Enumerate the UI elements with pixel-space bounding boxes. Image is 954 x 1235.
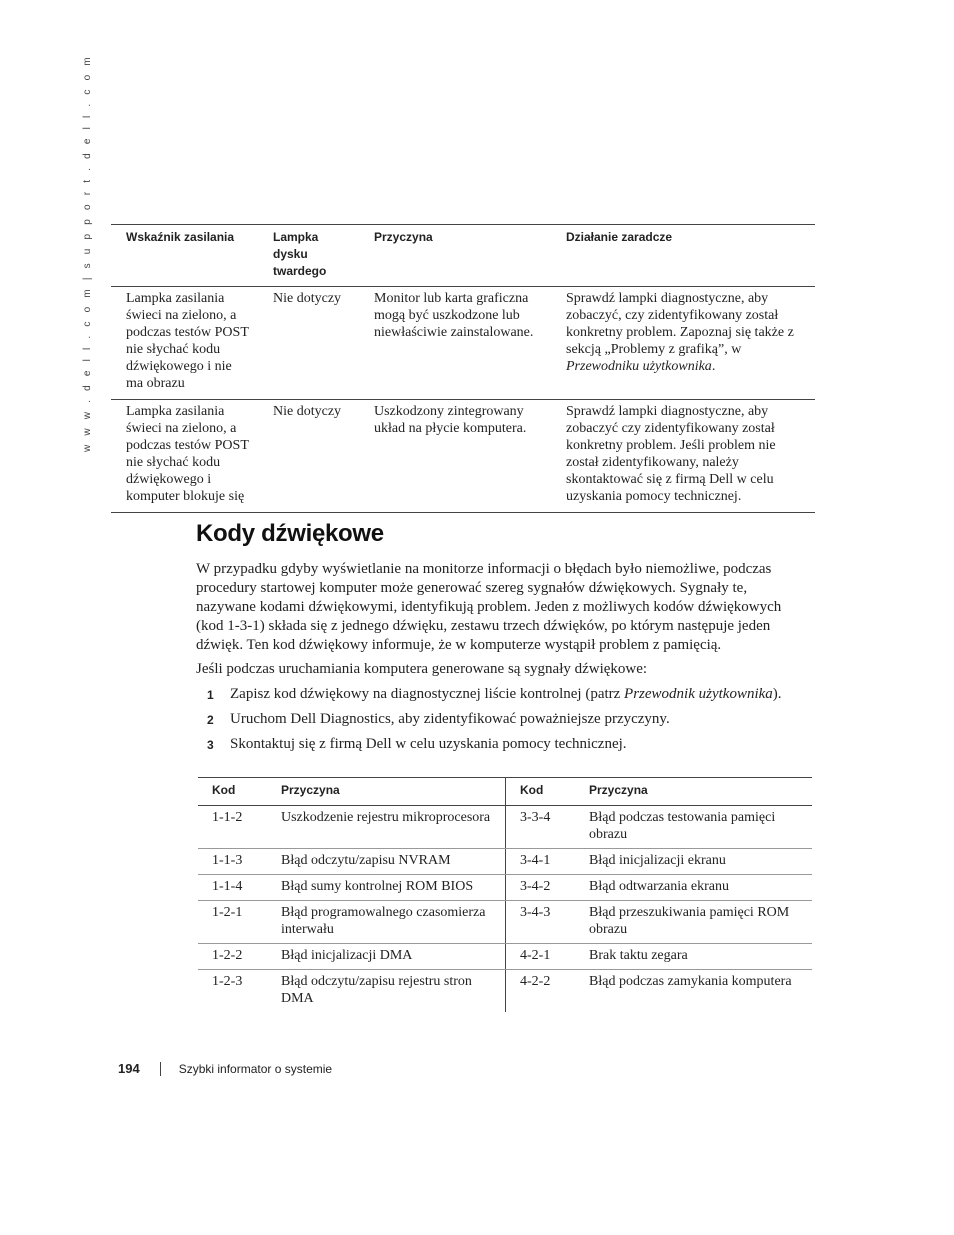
section-title: Kody dźwiękowe — [196, 520, 384, 547]
cell-power: Lampka zasilania świeci na zielono, a podczas testów POST nie słychać kodu dźwiękowego i komputer blokuje się — [111, 400, 258, 513]
cell-code: 1-1-3 — [198, 849, 267, 875]
col-header-power: Wskaźnik zasilania — [111, 225, 258, 287]
beep-codes-body — [198, 806, 812, 1013]
cell-cause: Błąd inicjalizacji DMA — [267, 944, 506, 970]
cell-action: Sprawdź lampki diagnostyczne, aby zobaczyć czy zidentyfikowany został konkretny problem. Jeśli problem nie został zidentyfikowany, należy skontaktować się z firmą Dell w celu uzyskania pomocy technicznej. — [551, 400, 815, 513]
table-row — [198, 901, 812, 944]
col-header-cause: Przyczyna — [267, 778, 506, 806]
col-header-action: Działanie zaradcze — [551, 225, 815, 287]
cell-cause: Błąd podczas testowania pamięci obrazu — [575, 806, 812, 849]
cell-code: 1-2-1 — [198, 901, 267, 944]
cell-action — [551, 287, 815, 400]
table-row — [198, 944, 812, 970]
cell-cause: Błąd programowalnego czasomierza interwału — [267, 901, 506, 944]
table-row — [111, 287, 815, 400]
cell-disk: Nie dotyczy — [258, 400, 359, 513]
cell-cause: Błąd odczytu/zapisu NVRAM — [267, 849, 506, 875]
cell-cause: Błąd przeszukiwania pamięci ROM obrazu — [575, 901, 812, 944]
step-item — [196, 710, 816, 729]
page-number: 194 — [118, 1061, 140, 1076]
table-row — [111, 400, 815, 513]
footer-title: Szybki informator o systemie — [178, 1062, 333, 1076]
step-number: 2 — [207, 713, 214, 727]
col-header-cause: Przyczyna — [575, 778, 812, 806]
cell-code: 4-2-1 — [506, 944, 576, 970]
table-row — [198, 849, 812, 875]
cell-cause: Błąd odtwarzania ekranu — [575, 875, 812, 901]
cell-code: 1-1-4 — [198, 875, 267, 901]
footer-divider — [160, 1062, 161, 1076]
col-header-code: Kod — [198, 778, 267, 806]
table-header-row — [111, 225, 815, 287]
cell-cause: Uszkodzony zintegrowany układ na płycie komputera. — [359, 400, 551, 513]
cell-power: Lampka zasilania świeci na zielono, a podczas testów POST nie słychać kodu dźwiękowego i nie ma obrazu — [111, 287, 258, 400]
cell-cause: Błąd odczytu/zapisu rejestru stron DMA — [267, 970, 506, 1013]
side-url: w w w . d e l l . c o m | s u p p o r t . d e l l . c o m — [82, 54, 93, 452]
cell-code: 3-3-4 — [506, 806, 576, 849]
cell-code: 3-4-2 — [506, 875, 576, 901]
cell-cause: Monitor lub karta graficzna mogą być uszkodzone lub niewłaściwie zainstalowane. — [359, 287, 551, 400]
table-header-row — [198, 778, 812, 806]
cell-code: 1-2-3 — [212, 974, 243, 989]
step-text: Uruchom Dell Diagnostics, aby zidentyfikować poważniejsze przyczyny. — [230, 711, 670, 727]
manual-reference: Przewodnik użytkownika — [624, 686, 773, 702]
page-footer — [118, 1061, 332, 1081]
action-text-end: . — [711, 359, 716, 374]
step-text-end: ). — [772, 686, 782, 702]
step-item — [196, 735, 816, 754]
lead-paragraph: Jeśli podczas uruchamiania komputera generowane są sygnały dźwiękowe: — [196, 661, 648, 677]
col-header-code: Kod — [506, 778, 576, 806]
cell-code: 1-2-2 — [198, 944, 267, 970]
cell-code: 1-1-2 — [198, 806, 267, 849]
cell-cause: Brak taktu zegara — [575, 944, 812, 970]
table-row — [198, 806, 812, 849]
cell-code: 3-4-3 — [506, 901, 576, 944]
col-header-cause: Przyczyna — [359, 225, 551, 287]
beep-codes-table — [198, 777, 812, 1012]
step-text: Skontaktuj się z firmą Dell w celu uzyskania pomocy technicznej. — [230, 736, 627, 752]
action-text: Sprawdź lampki diagnostyczne, aby zobaczyć, czy zidentyfikowany został konkretny problem. Zapoznaj się także z sekcją „Problemy z grafiką”, w — [566, 291, 794, 357]
cell-code: 3-4-1 — [506, 849, 576, 875]
step-number: 1 — [207, 688, 214, 702]
cell-cause: Błąd podczas zamykania komputera — [589, 974, 792, 989]
manual-reference: Przewodniku użytkownika — [566, 359, 712, 374]
cell-cause: Uszkodzenie rejestru mikroprocesora — [267, 806, 506, 849]
step-item — [196, 685, 816, 704]
cell-cause: Błąd sumy kontrolnej ROM BIOS — [267, 875, 506, 901]
steps-list — [196, 685, 816, 760]
table-row — [198, 970, 812, 1013]
step-number: 3 — [207, 738, 214, 752]
table-row — [198, 875, 812, 901]
troubleshooting-table — [111, 224, 815, 513]
intro-paragraph: W przypadku gdyby wyświetlanie na monitorze informacji o błędach było niemożliwe, podczas procedury startowej komputer może generować szereg sygnałów dźwiękowych. Sygnały te, nazywane kodami dźwiękowymi, identyfikują problem. Jeden z możliwych kodów dźwiękowych (kod 1-3-1) składa się z jednego dźwięku, zestawu trzech dźwięków, po którym następuje jeden dźwięk. Ten kod dźwiękowy informuje, że w komputerze wystąpił problem z pamięcią. — [196, 561, 782, 653]
step-text: Zapisz kod dźwiękowy na diagnostycznej liście kontrolnej (patrz — [230, 686, 625, 702]
col-header-disk: Lampka dysku twardego — [258, 225, 359, 287]
cell-disk: Nie dotyczy — [258, 287, 359, 400]
cell-cause: Błąd inicjalizacji ekranu — [575, 849, 812, 875]
cell-code: 4-2-2 — [520, 974, 551, 989]
